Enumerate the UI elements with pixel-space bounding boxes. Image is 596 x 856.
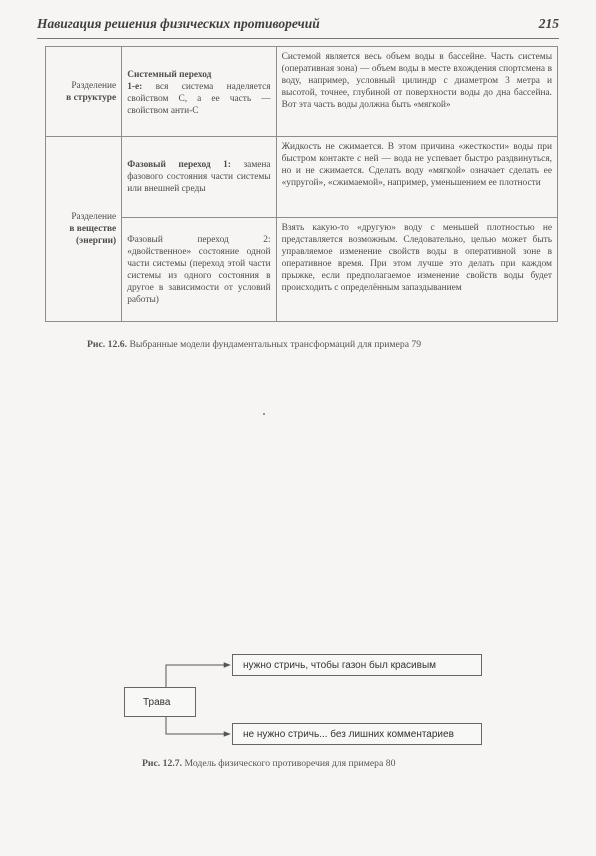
transition-code: 1-е: <box>127 81 143 92</box>
phase1-example-cell: Жидкость не сжимается. В этом причина «жесткости» воды при быстром контакте с ней — вода не успевает быстро раздвинуться, но и не сжимается. Сделать воду «мягкой» означает сделать ее «упругой», «сжимаемой», например, уменьшением ее плотности <box>276 137 557 218</box>
phase1-cell <box>122 137 276 218</box>
branch-top-label: нужно стричь, чтобы газон был красивым <box>243 659 437 671</box>
figure-label: Рис. 12.6. <box>87 339 128 350</box>
running-header <box>37 14 559 39</box>
root-node <box>124 687 196 717</box>
phase1-text: замена фазового состояния части системы или внешней среды <box>127 160 271 194</box>
figure-caption <box>87 339 421 350</box>
phase2-example-cell: Взять какую-то «другую» воду с меньшей плотностью не представляется возможным. Следовательно, целью может быть управляемое изменение свойств воды в оперативной зоне в оперативное время. При этом лучше это делать при каждом прыжке, если предполагаемое изменение свойств воды будет происходить с определённым запаздыванием <box>276 218 557 322</box>
transition-description <box>127 81 270 117</box>
page-number: 215 <box>538 16 559 31</box>
row-label-structure <box>46 47 122 137</box>
branch-node-bottom <box>232 723 482 745</box>
table-row <box>46 137 558 218</box>
header-title: Навигация решения физических противоречий <box>37 16 320 31</box>
branch-bottom-label: не нужно стричь... без лишних комментариев <box>243 728 454 740</box>
transition-text: вся система наделяется свойством С, а ее часть — свойством анти-С <box>127 81 271 116</box>
phase1-title: Фазовый переход 1: <box>127 160 231 170</box>
transition-title: Системный переход <box>127 69 212 80</box>
phase1-description <box>127 159 270 195</box>
transition-cell <box>122 47 276 137</box>
row-label-line: в веществе <box>69 224 117 234</box>
root-node-label: Трава <box>143 696 171 708</box>
connector-bottom <box>166 717 230 734</box>
row-label-substance <box>46 137 122 322</box>
transformations-table <box>45 46 558 322</box>
row-label-line: (энергии) <box>76 236 117 246</box>
row-label-line: в структуре <box>66 92 117 103</box>
branch-node-top <box>232 654 482 676</box>
row-label-line: Разделение <box>71 80 117 91</box>
figure-caption-text: Выбранные модели фундаментальных трансформаций для примера 79 <box>129 339 422 350</box>
example-cell: Системой является весь объем воды в бассейне. Часть системы (оперативная зона) — объем воды в месте вхождения спортсмена в воду, например, условный цилиндр с диаметром 3 метра и высотой, точнее, глубиной от поверхности воды до дна бассейна. Вот эта часть воды должна быть «мягкой» <box>276 47 557 137</box>
phase2-cell: Фазовый переход 2: «двойственное» состояние одной части системы (переход этой части системы из одного состояния в другое в зависимости от условий работы) <box>122 218 276 322</box>
connector-top <box>166 665 230 687</box>
row-label-line: Разделение <box>71 212 117 222</box>
figure-label: Рис. 12.7. <box>142 758 183 769</box>
table-row <box>46 47 558 137</box>
table-row <box>46 218 558 322</box>
print-speck <box>263 413 265 415</box>
figure-caption <box>142 758 395 769</box>
figure-caption-text: Модель физического противоречия для примера 80 <box>184 758 396 769</box>
